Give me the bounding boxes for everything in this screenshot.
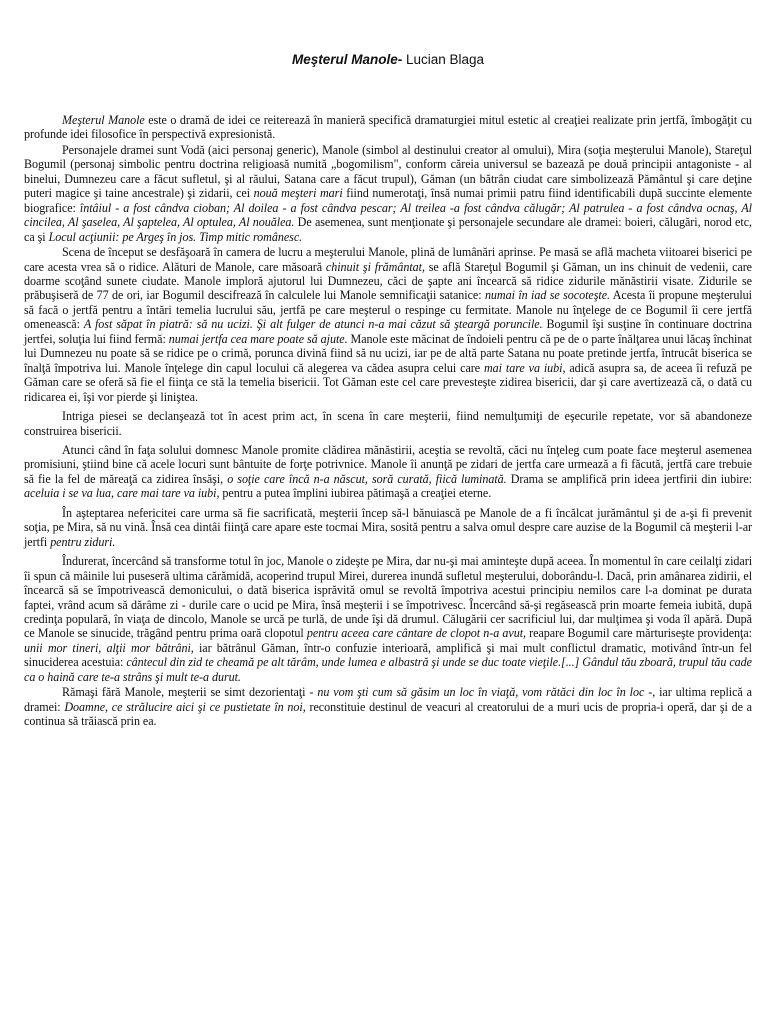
text-run: Îndurerat, încercând să transforme totul în joc, Manole o zideşte pe Mira, dar nu-şi mai aminteşte după aceea. În momentul în care ceilalţi zidari îi spun că mâinile lui puseseră ultima cărămidă, acoperind trupul Mirei, durerea inundă sufletul meşterului, doborându-l. Dacă, prin amânarea zidirii, el încearcă să se împotrivească demonicului, o dată biserica isprăvită omul se revoltă împotriva acestui principiu nemilos care l-a dominat pe durata faptei, vrând acum să dărâme zi - durile care o ucid pe Mira, însă meşterii i se împotrivesc. Încercând să-şi regăsească prin moarte femeia iubită, după credinţa populară, în viaţa de dincolo, Manole se urcă pe turlă, de unde îşi dă drumul. Călugării cer sacrificiul lui, dar mulţimea şi voda îl apără. După ce Manole se sinucide, trăgând pentru prima oară clopotul — [24, 554, 752, 641]
italic-run: o soţie care încă n-a născut, soră curată, fiică luminată. — [227, 471, 507, 486]
italic-run: numai jertfa cea mare poate să ajute. — [168, 331, 348, 346]
italic-run: Doamne, ce strălucire aici şi ce pustietate în noi, — [64, 699, 306, 714]
text-run: Scena de început se desfăşoară în camera de lucru a meşterului Manole, plină de lumânări aprinse. Pe masă se află macheta viitoarei biserici pe care acesta vrea să o ridice. Alături de Manole, care măsoară — [24, 245, 752, 274]
text-run: fiind numerotaţi, însă numai primii patru fiind identificabili după succinte elemente biografice: — [24, 186, 752, 215]
italic-run: Locul acţiunii: pe Argeş în jos. Timp mitic românesc. — [48, 229, 303, 244]
paragraph — [24, 113, 752, 142]
text-run: Manole este măcinat de îndoieli pentru că pe de o parte înălţarea unui lăcaş închinat lui Dumnezeu nu poate să se ridice pe o crimă, porunca divină fiind să nu ucizi, iar pe de altă parte Satana nu poate pretinde jertfa, întrucât biserica se înalţă împotriva lui. Manole înţelege din capul locului că alegerea va cădea asupra celui care — [24, 331, 752, 375]
paragraph — [24, 554, 752, 684]
text-run: reapare Bogumil care mărturiseşte providenţa: — [526, 626, 752, 641]
italic-run: - nu vom şti cum să găsim un loc în viaţă, vom rătăci din loc în loc - — [309, 685, 653, 700]
italic-run: chinuit şi frământat, — [325, 259, 425, 274]
text-run: Rămaşi fără Manole, meşterii se simt dezorientaţi — [62, 685, 310, 700]
text-run: pentru a putea împlini iubirea pătimaşă a creaţiei eterne. — [219, 486, 492, 501]
paragraph — [24, 443, 752, 501]
italic-run: A fost săpat în piatră: să nu ucizi. Şi alt fulger de atunci n-a mai căzut să şteargă poruncile. — [83, 317, 543, 332]
paragraph — [24, 143, 752, 244]
text-run: Drama se amplifică prin ideea jertfirii din iubire: — [506, 471, 752, 486]
text-run: Acesta îi propune meşterului să facă o jertfă pentru a întări temelia lucrului său, jertfă pe care meşterul o respinge cu fermitate. Manole nu înţelege de ce Bogumil îi cere jertfă omenească: — [24, 288, 752, 332]
text-run: Bogumil îşi susţine în continuare doctrina jertfei, soluţia lui fiind fermă: — [24, 317, 752, 346]
italic-run: aceluia i se va lua, care mai tare va iubi, — [24, 486, 220, 501]
text-run: Intriga piesei se declanşează tot în acest prim act, în scena în care meşterii, fiind nemulţumiţi de eşecurile repetate, vor să abandoneze construirea bisericii. — [24, 409, 752, 438]
title-work: Meşterul Manole- — [291, 52, 403, 67]
text-run: De asemenea, sunt menţionate şi personajele secundare ale dramei: boieri, călugări, norod etc, ca şi — [24, 215, 752, 244]
paragraph — [24, 409, 752, 438]
document-title — [24, 52, 752, 67]
text-run: iar bătrânul Găman, într-o confuzie interioară, amplifică şi mai mult conflictul dramatic, motivând într-un fel sinuciderea acestuia: — [24, 640, 752, 670]
text-run: este o dramă de idei ce reiterează în manieră specifică dramaturgiei mitul estetic al creaţiei realizate prin jertfă, îmbogăţit cu profunde idei filosofice în perspectivă expresionistă. — [24, 113, 752, 142]
italic-run: unii mor tineri, alţii mor bătrâni, — [24, 640, 194, 655]
text-run: se află Stareţul Bogumil şi Găman, un ins chinuit de vedenii, care doarme scoţând sunete ciudate. Manole imploră ajutorul lui Dumnezeu, căci de şapte ani încearcă să ridice zidurile mănăstirii visate. Zidurile se prăbuşiseră de 77 de ori, iar Bogumil descifrează în calculele lui Manole semnificaţii satanice: — [24, 259, 752, 303]
text-run: adică asupra sa, de aceea îi refuză pe Găman care se oferă să fie el fiinţa ce stă la temelia bisericii. Tot Găman este cel care prevesteşte zidirea bisericii, dar şi care avertizează că, o dată cu ridicarea ei, îşi vor pierde şi liniştea. — [24, 360, 752, 404]
paragraph — [24, 245, 752, 404]
italic-run: întâiul - a fost cândva cioban; Al doilea - a fost cândva pescar; Al treilea -a fost cândva călugăr; Al patrulea - a fost cândva ocnaş, Al cincilea, Al şaselea, Al şaptelea, Al optulea, Al nouălea. — [24, 200, 752, 230]
title-author: Lucian Blaga — [402, 52, 485, 67]
italic-run: pentru ziduri. — [50, 534, 116, 549]
document-body — [24, 113, 752, 729]
italic-run: pentru aceea care cântare de clopot n-a avut, — [306, 626, 527, 641]
italic-run: mai tare va iubi, — [483, 360, 566, 375]
text-run: În aşteptarea nefericitei care urma să fie sacrificată, meşterii încep să-l bănuiască pe Manole de a fi încălcat jurământul şi de a-şi fi prevenit soţia, pe Mira, să nu vină. Însă cea dintâi fiinţă care apare este tocmai Mira, sosită pentru a salva omul despre care auzise de la Bogumil că meşterii l-ar jertfi — [24, 505, 752, 549]
italic-run: Meşterul Manole — [62, 113, 145, 127]
italic-run: numai în iad se socoteşte. — [484, 288, 610, 303]
paragraph — [24, 506, 752, 549]
text-run: Atunci când în faţa solului domnesc Manole promite clădirea mănăstirii, aceştia se revoltă, căci nu înţeleg cum poate face meşterul asemenea promisiuni, ştiind bine că acele locuri sunt bântuite de forţe potrivnice. Manole îi anunţă pe zidari de jertfa care urmează a fi făcută, jertfă care trebuie să fie la fel de măreaţă ca zidirea însăşi, — [24, 442, 752, 486]
italic-run: cântecul din zid te cheamă pe alt tărâm, unde lumea e albastră şi unde se duc toate vieţile.[...] Gândul tău zboară, trupul tău cade ca o haină care te-a strâns şi mult te-a durut. — [24, 655, 752, 684]
paragraph — [24, 685, 752, 728]
text-run: , iar ultima replică a dramei: — [24, 685, 752, 714]
text-run: reconstituie destinul de veacuri al creatorului de a muri ucis de propria-i operă, dar şi de a continua să trăiască prin ea. — [24, 699, 752, 729]
text-run: Personajele dramei sunt Vodă (aici personaj generic), Manole (simbol al destinului creator al omului), Mira (soţia meşterului Manole), Stareţul Bogumil (personaj simbolic pentru doctrina religioasă numită „bogomilism", conform căreia universul se bazează pe două principii antagoniste - al binelui, Dumnezeu care a făcut sufletul, şi al răului, Satana care a făcut trupul), Găman (un bătrân ciudat care simbolizează Pământul şi care deţine puteri magice şi taine ancestrale) şi zidarii, cei — [24, 142, 752, 201]
italic-run: nouă meşteri mari — [253, 186, 343, 201]
